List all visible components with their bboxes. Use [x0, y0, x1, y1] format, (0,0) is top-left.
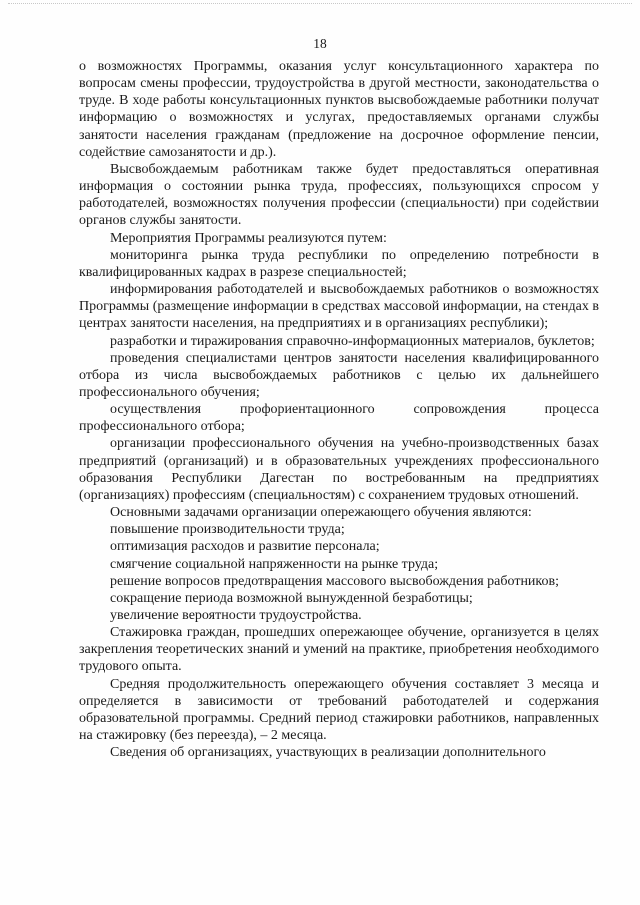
paragraph: Мероприятия Программы реализуются путем: — [110, 230, 387, 246]
document-body — [79, 58, 599, 761]
paragraph: организации профессионального обучения на учебно-производственных базах предприятий (организаций) и в образовательных учреждениях профессионального образования Республики Дагестан по востребованным на предприятиях (организациях) профессиям (специальностям) с сохранением трудовых отношений. — [79, 436, 599, 503]
paragraph: Средняя продолжительность опережающего обучения составляет 3 месяца и определяется в зависимости от требований работодателей и содержания образовательной программы. Средний период стажировки работников, направленных на стажировку (без переезда), – 2 месяца. — [79, 676, 599, 744]
paragraph: разработки и тиражирования справочно-информационных материалов, буклетов; — [110, 333, 595, 349]
paragraph: информирования работодателей и высвобождаемых работников о возможностях Программы (размещение информации в средствах массовой информации, на стендах в центрах занятости населения, на предприятиях и в организациях республики); — [79, 282, 599, 332]
paragraph: решение вопросов предотвращения массового высвобождения работников; — [110, 573, 560, 589]
paragraph: сокращение периода возможной вынужденной безработицы; — [110, 590, 473, 606]
paragraph: Сведения об организациях, участвующих в реализации дополнительного — [110, 745, 546, 761]
paragraph: оптимизация расходов и развитие персонала; — [110, 539, 380, 555]
paragraph: Стажировка граждан, прошедших опережающее обучение, организуется в целях закрепления теоретических знаний и умений на практике, приобретения необходимого трудового опыта. — [79, 625, 599, 675]
paragraph: смягчение социальной напряженности на рынке труда; — [110, 556, 439, 572]
paragraph: осуществления профориентационного сопровождения процесса профессионального отбора; — [79, 402, 599, 435]
scan-edge-marks — [8, 3, 632, 6]
paragraph: увеличение вероятности трудоустройства. — [110, 608, 362, 623]
paragraph: о возможностях Программы, оказания услуг консультационного характера по вопросам смены профессии, трудоустройства в другой местности, законодательства о труде. В ходе работы консультационных пунктов высвобождаемые работники получат информацию о возможностях и услугах, предоставляемых органами службы занятости населения гражданам (предложение на досрочное оформление пенсии, содействие самозанятости и др.). — [79, 59, 599, 160]
paragraph: проведения специалистами центров занятости населения квалифицированного отбора из числа высвобождаемых работников с целью их дальнейшего профессионального обучения; — [79, 350, 599, 400]
paragraph: Основными задачами организации опережающего обучения являются: — [110, 505, 532, 521]
paragraph: мониторинга рынка труда республики по определению потребности в квалифицированных кадрах в разрезе специальностей; — [79, 247, 599, 280]
paragraph: повышение производительности труда; — [110, 522, 345, 538]
page-number: 18 — [313, 36, 327, 51]
paragraph: Высвобождаемым работникам также будет предоставляться оперативная информация о состоянии рынка труда, профессиях, пользующихся спросом у работодателей, возможностях получения профессии (специальности) при содействии органов службы занятости. — [79, 161, 599, 229]
